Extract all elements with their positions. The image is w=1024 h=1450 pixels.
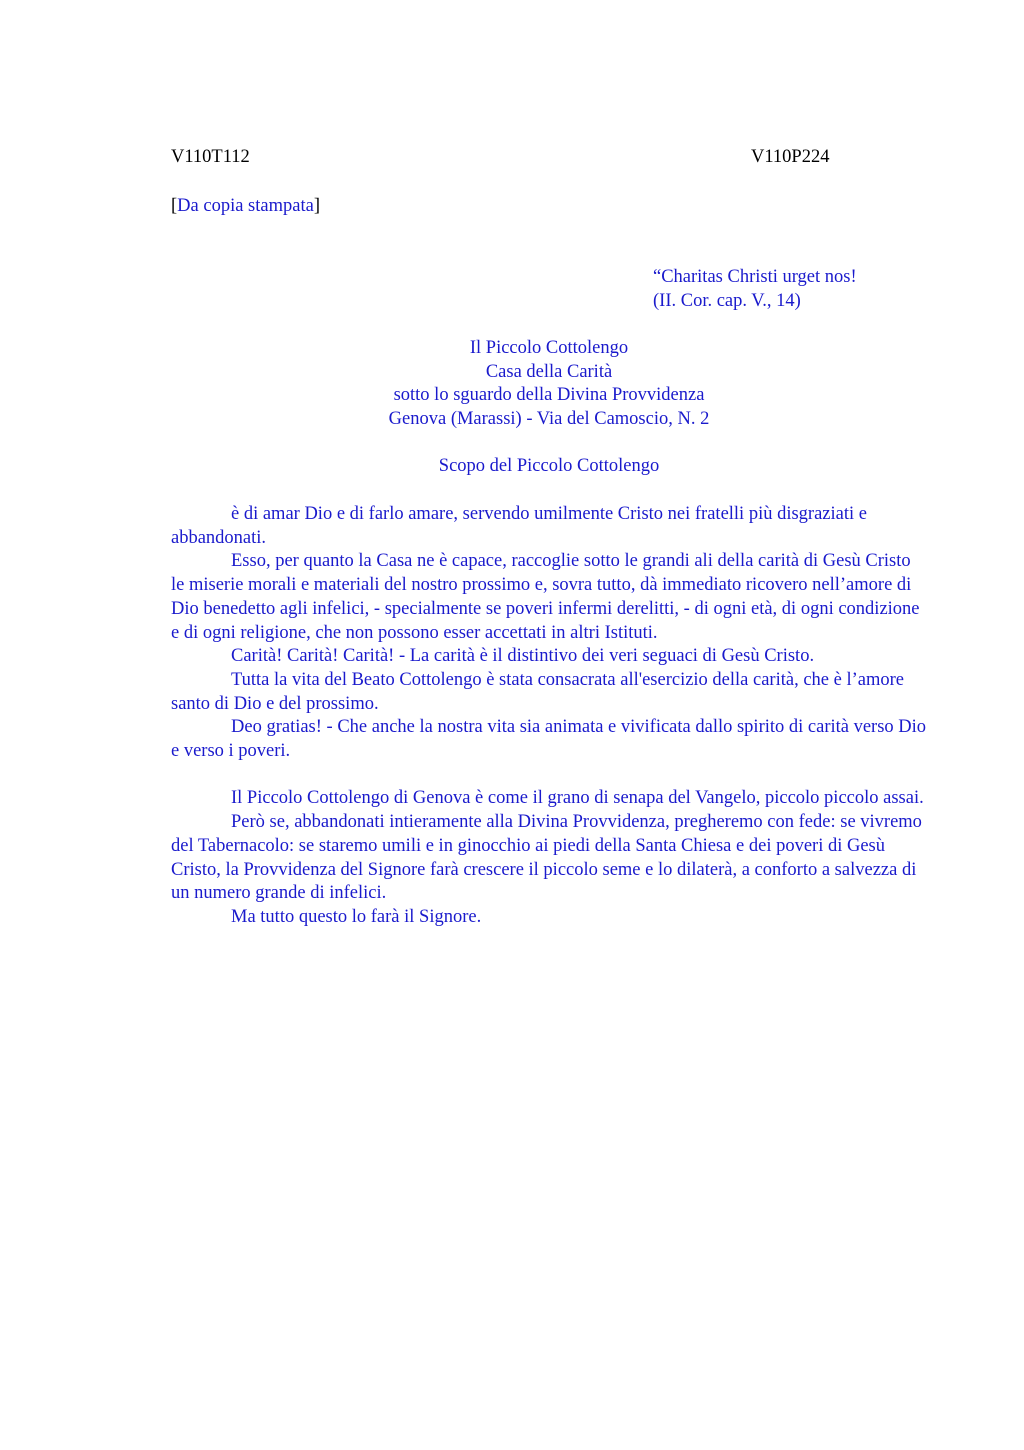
document-code-left: V110T112: [171, 147, 250, 167]
body-text: [171, 503, 927, 930]
body-paragraph: è di amar Dio e di farlo amare, servendo umilmente Cristo nei fratelli più disgraziati e abbandonati.: [171, 504, 867, 548]
source-note-close-bracket: ]: [313, 196, 320, 216]
heading-line: Il Piccolo Cottolengo: [469, 338, 629, 358]
document-code-right: V110P224: [751, 147, 830, 167]
epigraph-reference: (II. Cor. cap. V., 14): [653, 290, 801, 311]
body-paragraph: Però se, abbandonati intieramente alla Divina Provvidenza, pregheremo con fede: se vivremo del Tabernacolo: se staremo umili e in ginocchio ai piedi della Santa Chiesa e dei poveri di Gesù Cristo, la Provvidenza del Signore farà crescere il piccolo seme e lo dilaterà, a conforto a salvezza di un numero grande di infelici.: [171, 812, 922, 904]
heading-line: Casa della Carità: [485, 361, 613, 382]
section-title: Scopo del Piccolo Cottolengo: [438, 456, 660, 476]
source-note: [171, 195, 320, 219]
heading-line: sotto lo sguardo della Divina Provvidenza: [393, 385, 705, 406]
heading-block: [171, 337, 927, 432]
source-note-open-bracket: [: [171, 196, 178, 216]
paragraph-gap: [171, 764, 927, 788]
epigraph-quote: “Charitas Christi urget nos!: [653, 267, 857, 287]
body-paragraph: Il Piccolo Cottolengo di Genova è come il grano di senapa del Vangelo, piccolo piccolo assai.: [231, 788, 924, 809]
source-note-text: Da copia stampata: [177, 196, 314, 216]
epigraph: [653, 266, 857, 313]
body-paragraph: Deo gratias! - Che anche la nostra vita sia animata e vivificata dallo spirito di carità verso Dio e verso i poveri.: [171, 717, 927, 762]
heading-line: Genova (Marassi) - Via del Camoscio, N. 2: [388, 409, 710, 430]
body-paragraph: Ma tutto questo lo farà il Signore.: [231, 906, 482, 927]
body-paragraph: Esso, per quanto la Casa ne è capace, raccoglie sotto le grandi ali della carità di Gesù Cristo le miserie morali e materiali del nostro prossimo e, sovra tutto, dà immediato ricovero nell’amore di Dio benedetto agli infelici, - specialmente se poveri infermi derelitti, - di ogni età, di ogni condizione e di ogni religione, che non possono esser accettati in altri Istituti.: [171, 551, 920, 643]
body-paragraph: Tutta la vita del Beato Cottolengo è stata consacrata all'esercizio della carità, che è l’amore santo di Dio e del prossimo.: [171, 669, 904, 714]
body-paragraph: Carità! Carità! Carità! - La carità è il distintivo dei veri seguaci di Gesù Cristo.: [231, 646, 815, 667]
